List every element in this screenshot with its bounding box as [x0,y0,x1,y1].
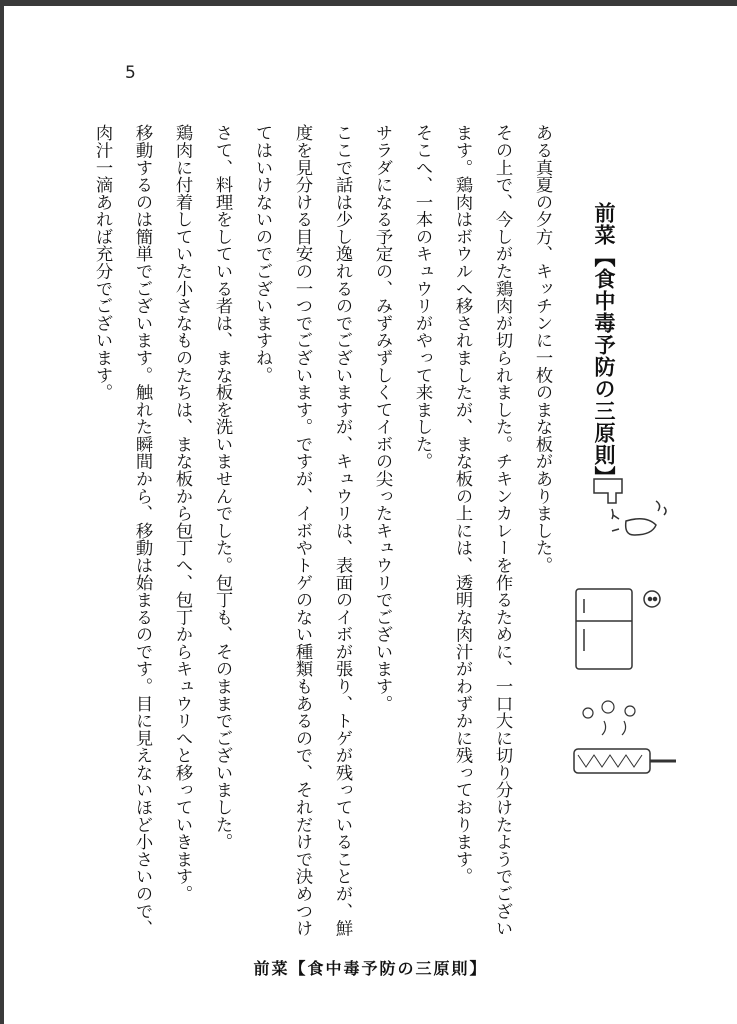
footer-chapter-title: 前菜【食中毒予防の三原則】 [253,959,488,978]
paragraph: サラダになる予定の、みずみずしくてイボの尖ったキュウリでございます。 [372,124,392,712]
paragraph: その上で、今しがた鶏肉が切られました。チキンカレーを作るために、一口大に切り分けたようでございます。鶏肉はボウルへ移されましたが、まな板の上には、透明な肉汁がわずかに残っております。 [452,124,512,937]
frying-pan-icon [574,749,676,773]
paragraph: さて、料理をしている者は、まな板を洗いませんでした。包丁も、そのままでございました。 [212,124,232,851]
paragraph: ある真夏の夕方、キッチンに一枚のまな板がありました。 [532,124,552,574]
body-text [82,124,562,944]
paragraph: ここで話は少し逸れるのでございますが、キュウリは、表面のイボが張り、トゲが残っていることが、鮮度を見分ける目安の一つでございます。ですが、イボやトゲのない種類もあるので、それだけで決めつけてはいけないのでございますね。 [252,124,352,937]
book-page [4,6,737,1024]
germs-icon [583,701,635,735]
page-number: 5 [125,63,136,83]
faucet-icon [594,479,622,519]
washing-hands-icon [612,501,666,535]
paragraph: 鶏肉に付着していた小さなものたちは、まな板から包丁へ、包丁からキュウリへと移っていきます。 [172,124,192,903]
paragraph: そこへ、一本のキュウリがやって来ました。 [412,124,432,470]
refrigerator-icon [576,589,660,669]
paragraph: 移動するのは簡単でございます。触れた瞬間から、移動は始まるのです。目に見えないほど小さいので、肉汁一滴あれば充分でございます。 [92,124,152,937]
chapter-title: 前菜【食中毒予防の三原則】 [592,202,616,488]
kitchen-illustrations [564,471,684,791]
